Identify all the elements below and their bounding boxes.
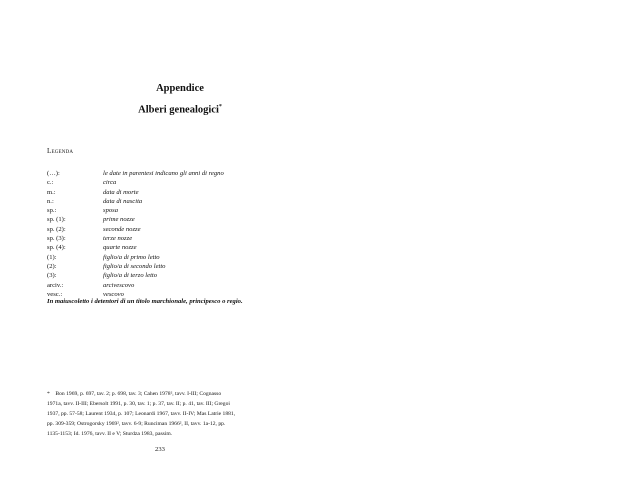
legend-list: [47, 169, 224, 299]
legend-abbr: m.:: [47, 188, 56, 196]
legend-abbr: sp.:: [47, 207, 57, 215]
footnote-line: 1937, pp. 57-58; Laurent 1934, p. 107; Leonardi 1967, tavv. II-IV; Mas Latrie 1881,: [47, 411, 236, 417]
footnote: [47, 389, 282, 439]
legend-abbr: c.:: [47, 179, 54, 187]
legend-meaning: figlio/a di secondo letto: [103, 262, 166, 270]
legend-note: In maiuscoletto i detentori di un titolo marchionale, principesco o regio.: [47, 298, 243, 305]
legend-meaning: data di morte: [103, 188, 139, 196]
legend-meaning: data di nascita: [103, 197, 143, 205]
legend-row: [47, 271, 224, 280]
appendix-title: [60, 83, 300, 94]
legend-abbr: sp. (3):: [47, 235, 66, 243]
footnote-line: [47, 389, 282, 399]
legend-row: [47, 215, 224, 224]
appendix-subtitle: [60, 104, 300, 116]
legend-abbr: (…):: [47, 170, 60, 177]
legend-row: [47, 234, 224, 243]
legend-meaning: seconde nozze: [103, 225, 141, 233]
legend-meaning: le date in parentesi indicano gli anni di regno: [103, 170, 224, 177]
footnote-line: pp. 309-359; Ostrogorsky 1969², tavv. 6-9; Runciman 1966², II, tavv. 1a-12, pp.: [47, 421, 226, 427]
legend-row: [47, 197, 224, 206]
legend-meaning: quarte nozze: [103, 244, 137, 252]
legend-abbr: (3):: [47, 272, 57, 280]
legend-meaning: figlio/a di primo letto: [103, 253, 160, 261]
appendix-subtitle-text: Alberi genealogici: [138, 104, 219, 116]
legend-row: [47, 188, 224, 197]
legend-abbr: n.:: [47, 197, 54, 205]
legend-meaning: arcivescovo: [103, 281, 135, 289]
legend-abbr: (2):: [47, 262, 57, 270]
legend-row: [47, 253, 224, 262]
legend-abbr: sp. (1):: [47, 216, 66, 224]
appendix-title-text: Appendice: [156, 83, 204, 94]
legend-meaning: vescovo: [103, 290, 124, 298]
footnote-text: Bon 1969, p. 697, tav. 2; p. 698, tav. 3; Cahen 1978², tavv. I-III; Cognasso: [55, 391, 222, 397]
footnote-reference-marker: *: [218, 104, 222, 110]
legend-row: [47, 169, 224, 178]
page-number: 233: [155, 446, 165, 453]
footnote-line: 1971a, tavv. II-III; Ebersolt 1991, p. 30, tav. 1; p. 37, tav. II; p. 41, tav. III; Gregoi: [47, 401, 230, 407]
legend-abbr: sp. (4):: [47, 244, 66, 252]
legend-heading: Legenda: [47, 147, 74, 155]
legend-row: [47, 206, 224, 215]
legend-abbr: (1):: [47, 253, 57, 261]
legend-row: [47, 178, 224, 187]
legend-abbr: arciv.:: [47, 281, 64, 289]
legend-meaning: terze nozze: [103, 235, 133, 243]
legend-row: [47, 243, 224, 252]
legend-meaning: sposa: [103, 207, 119, 215]
legend-abbr: vesc.:: [47, 290, 63, 298]
legend-meaning: circa: [103, 179, 117, 187]
legend-meaning: prime nozze: [103, 216, 135, 224]
footnote-marker: *: [47, 391, 50, 397]
legend-row: [47, 281, 224, 290]
footnote-line: 1135-1153; Id. 1976, tavv. II e V; Sturdza 1983, passim.: [47, 431, 173, 437]
legend-row: [47, 262, 224, 271]
legend-meaning: figlio/a di terzo letto: [103, 272, 158, 280]
legend-abbr: sp. (2):: [47, 225, 66, 233]
legend-row: [47, 225, 224, 234]
